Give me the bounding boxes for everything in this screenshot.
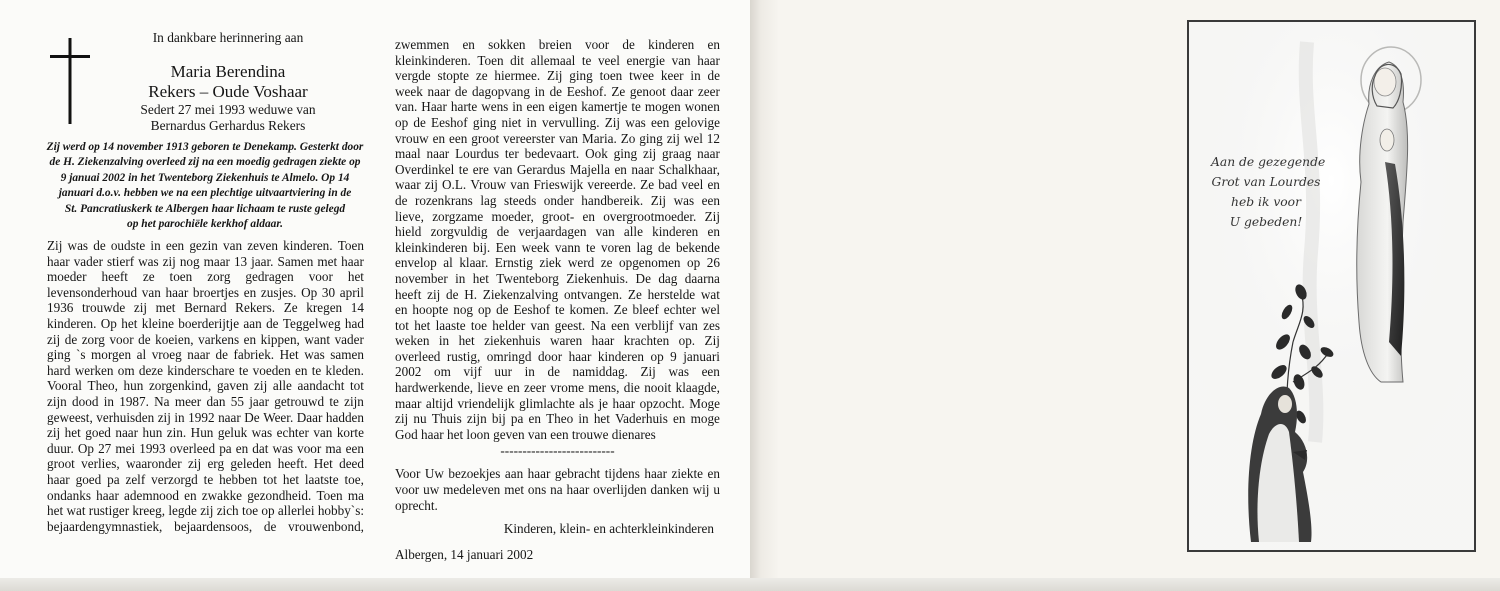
memorial-header bbox=[110, 30, 346, 135]
text-line: vergde stopte ze hiermee. Zij ging toen twee keer in de bbox=[395, 68, 720, 84]
biography-left-column bbox=[47, 238, 364, 534]
italic-line: St. Pancratiuskerk te Albergen haar lichaam te ruste gelegd bbox=[64, 202, 346, 215]
text-line: ging `s morgen al vroeg naar de fabriek. Het was samen bbox=[47, 347, 364, 363]
text-line: lieve, zorgzame moeder, groot- en overgrootmoeder. Zij bbox=[395, 208, 720, 224]
text-line: zij nu Thuis zijn bij pa en Theo in het Vaderhuis en moge bbox=[395, 411, 720, 427]
text-line: zij het goed naar hun zin. Hun geluk was echter van korte bbox=[47, 425, 364, 441]
italic-line: Zij werd op 14 november 1913 geboren te Denekamp. Gesterkt door bbox=[46, 141, 364, 153]
devotional-picture-frame bbox=[1187, 20, 1476, 552]
page-bottom-edge bbox=[0, 578, 1500, 591]
text-line: en hoopte nog op de Eeshof te komen. Ze bleef echter wel bbox=[395, 302, 720, 318]
italic-line: januari d.o.v. hebben we na een plechtige uitvaartviering in de bbox=[58, 187, 352, 200]
text-line: Voor Uw bezoekjes aan haar gebracht tijdens haar ziekte en bbox=[395, 466, 720, 482]
text-line: Vooral Theo, hun zorgenkind, gaven zij alle aandacht tot bbox=[47, 378, 364, 394]
text-line: weken in het ziekenhuis waren haar krachten op. Zij bbox=[395, 333, 720, 349]
deceased-name: Maria Berendina bbox=[170, 61, 286, 81]
card-fold bbox=[750, 0, 778, 591]
text-line: voor uw medeleven met ons na haar overlijden danken wij u bbox=[395, 482, 720, 498]
biography-right-lines bbox=[395, 37, 720, 442]
text-line: maar altijd vriendelijk glimlachte als je haar opzocht. Moge bbox=[395, 395, 720, 411]
text-line: heeft zij de H. Ziekenzalving ontvangen. Ze herstelde wat bbox=[395, 286, 720, 302]
text-line: op de Eeshof ging niet in vervulling. Zij was een gelovige bbox=[395, 114, 720, 130]
text-line: tot het laaste toe helder van geest. Na een verblijf van zes bbox=[395, 317, 720, 333]
text-line: 1936 trouwde zij met Bernard Rekers. Ze kregen 14 bbox=[47, 300, 364, 316]
text-line: zwemmen en sokken breien voor de kinderen en bbox=[395, 37, 720, 52]
text-line: Overdinkel te ere van Gerardus Majella en naar Schalkhaar, bbox=[395, 161, 720, 177]
italic-line: op het parochiële kerkhof aldaar. bbox=[127, 218, 283, 231]
caption-line: Aan de gezegende bbox=[1211, 155, 1326, 169]
text-line: duur. Op 27 mei 1993 overleed pa en dat was voor ma een bbox=[47, 440, 364, 456]
text-line: hardwerkende, lieve en zeer vrome mens, die nooit klaagde, bbox=[395, 380, 720, 396]
cross-icon bbox=[50, 38, 90, 124]
text-line: het wat rustiger kreeg, legde zij zich toe op allerlei hobby`s: bbox=[47, 503, 364, 519]
widow-line: Sedert 27 mei 1993 weduwe van bbox=[140, 101, 316, 117]
text-line: zij de zorg voor de koeien, varkens en kippen, want vader bbox=[47, 331, 364, 347]
text-line: overleed rustig, omringd door haar kinderen op 9 januari bbox=[395, 348, 720, 364]
text-line: geweest, verhuisden zij in 1992 naar De Weer. Daar hadden bbox=[47, 409, 364, 425]
thanks-paragraph bbox=[395, 466, 720, 513]
caption-line: heb ik voor bbox=[1231, 195, 1301, 209]
deceased-family-name: Rekers – Oude Voshaar bbox=[148, 81, 308, 101]
text-line: maal naar Lourdus ter bedevaart. Ook ging zij graag naar bbox=[395, 146, 720, 162]
text-line: hard werken om deze kinderschare te voeden en te kleden. bbox=[47, 362, 364, 378]
text-line: Zij was de oudste in een gezin van zeven kinderen. Toen bbox=[47, 238, 364, 253]
text-line: hield zorgvuldig de verjaardagen van alle kinderen en bbox=[395, 224, 720, 240]
text-line: november in het Twenteborg Ziekenhuis. De dag daarna bbox=[395, 270, 720, 286]
text-line: levensonderhoud van haar broertjes en zusjes. Op 30 april bbox=[47, 284, 364, 300]
text-line: haar goed pa zelf verzorgd te hebben tot het laatste toe, bbox=[47, 471, 364, 487]
text-line: God haar het loon geven van een trouwe dienares bbox=[395, 426, 656, 442]
text-line: kinderen. Op het kleine boerderijtje aan de Teggelweg had bbox=[47, 315, 364, 331]
text-line: oprecht. bbox=[395, 497, 438, 513]
spouse-name: Bernardus Gerhardus Rekers bbox=[150, 118, 306, 133]
text-line: haar vader stierf was zij nog maar 13 jaar. Samen met haar bbox=[47, 253, 364, 269]
text-line: van. Haar harte wens in een eigen kamertje te mogen wonen bbox=[395, 99, 720, 115]
caption-line: U gebeden! bbox=[1229, 215, 1303, 229]
text-line: zijn dood in 1987. Na meer dan 55 jaar getrouwd te zijn bbox=[47, 393, 364, 409]
caption-line: Grot van Lourdes bbox=[1211, 175, 1321, 189]
text-line: week naar de dagopvang in de Eeshof. Ze genoot daar zeer bbox=[395, 83, 720, 99]
italic-line: de H. Ziekenzalving overleed zij na een moedig gedragen ziekte op bbox=[49, 156, 361, 169]
text-line: envelop al klaar. Ernstig ziek werd ze opgenomen op 26 bbox=[395, 255, 720, 271]
signoff: Kinderen, klein- en achterkleinkinderen bbox=[503, 521, 714, 537]
separator-line: -------------------------- bbox=[500, 443, 615, 459]
text-line: waar zij O.L. Vrouw van Frieswijk vereerde. Ze bad veel en bbox=[395, 177, 720, 193]
place-and-date: Albergen, 14 januari 2002 bbox=[395, 546, 534, 562]
text-line: bejaardengymnastiek, bejaardensoos, de vrouwenbond, bbox=[47, 518, 364, 534]
biography-right-column bbox=[395, 37, 720, 562]
text-line: groot verlies, waaronder zij erg geleden heeft. Het deed bbox=[47, 456, 364, 472]
text-line: moeder heeft ze toen zorg gedragen voor het bbox=[47, 269, 364, 285]
text-line: ondanks haar ademnood en zwakke gezondheid. Toen ma bbox=[47, 487, 364, 503]
text-line: kleinkinderen. Toen dit allemaal te veel energie van haar bbox=[395, 52, 720, 68]
text-line: kleinkinderen bij. Een week vann te voren lag de bekende bbox=[395, 239, 720, 255]
devotional-caption bbox=[1211, 152, 1326, 232]
header-intro: In dankbare herinnering aan bbox=[152, 30, 304, 45]
italic-line: 9 januai 2002 in het Twenteborg Ziekenhuis te Almelo. Op 14 bbox=[60, 171, 350, 184]
text-line: de rozenkrans lag steeds onder handbereik. Zij was een bbox=[395, 192, 720, 208]
text-line: vrouw en een groot vereerster van Maria. Zo ging zij wel 12 bbox=[395, 130, 720, 146]
madonna-illustration bbox=[1189, 22, 1474, 550]
italic-death-notice bbox=[46, 140, 364, 232]
text-line: 2002 om vijf uur in de namiddag. Zij was een bbox=[395, 364, 720, 380]
